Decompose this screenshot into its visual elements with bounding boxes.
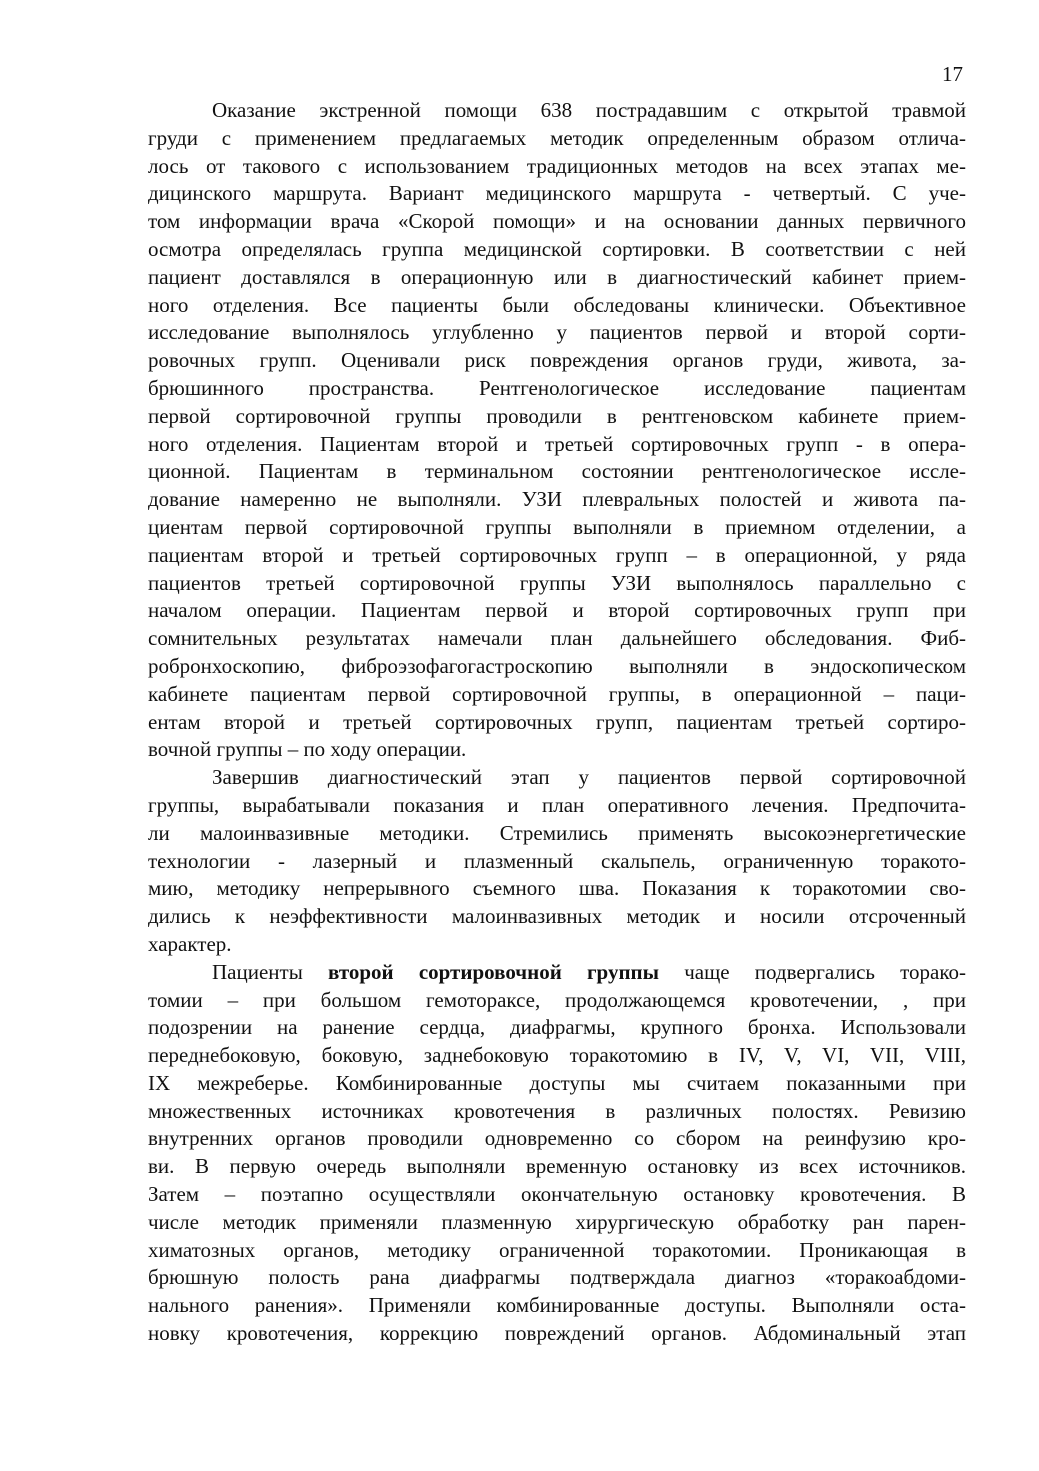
text-line: лось от такового с использованием традиционных методов на всех этапах ме- <box>148 153 966 178</box>
text-line: дицинского маршрута. Вариант медицинского маршрута - четвертый. С уче- <box>148 181 966 206</box>
text-line: новку кровотечения, коррекцию повреждений органов. Абдоминальный этап <box>148 1321 966 1346</box>
text-line: характер. <box>148 931 232 956</box>
text-line: робронхоскопию, фиброэзофагогастроскопию выполняли в эндоскопическом <box>148 653 966 678</box>
body-text <box>148 97 966 1348</box>
text-line: кабинете пациентам первой сортировочной группы, в операционной – паци- <box>148 681 966 706</box>
text-line: началом операции. Пациентам первой и второй сортировочных групп при <box>148 598 966 623</box>
bold-term: второй сортировочной группы <box>328 959 660 984</box>
text-line: томии – при большом гемотораксе, продолжающемся кровотечении, , при <box>148 987 966 1012</box>
text-line: ентам второй и третьей сортировочных групп, пациентам третьей сортиро- <box>148 709 966 734</box>
text-line: группы, вырабатывали показания и план оперативного лечения. Предпочита- <box>148 792 966 817</box>
text-line: нального ранения». Применяли комбинированные доступы. Выполняли оста- <box>148 1293 966 1318</box>
text-line: ровочных групп. Оценивали риск повреждения органов груди, живота, за- <box>148 348 966 373</box>
text-line <box>148 959 966 987</box>
text-line: пациентов третьей сортировочной группы УЗИ выполнялось параллельно с <box>148 570 966 595</box>
text-line: Завершив диагностический этап у пациентов первой сортировочной <box>212 765 966 790</box>
page-number: 17 <box>942 62 963 86</box>
text-line: циентам первой сортировочной группы выполняли в приемном отделении, а <box>148 514 966 539</box>
text-line: брюшинного пространства. Рентгенологическое исследование пациентам <box>148 375 966 400</box>
text-line: технологии - лазерный и плазменный скальпель, ограниченную торакото- <box>148 848 966 873</box>
text-line: переднебоковую, боковую, заднебоковую торакотомию в IV, V, VI, VII, VIII, <box>148 1043 966 1068</box>
text-line: числе методик применяли плазменную хирургическую обработку ран парен- <box>148 1209 966 1234</box>
text-line: дование намеренно не выполняли. УЗИ плевральных полостей и живота па- <box>148 487 966 512</box>
text-line: дились к неэффективности малоинвазивных методик и носили отсроченный <box>148 904 966 929</box>
text-line: вочной группы – по ходу операции. <box>148 737 467 762</box>
text-line: сомнительных результатах намечали план дальнейшего обследования. Фиб- <box>148 626 966 651</box>
text-line: подозрении на ранение сердца, диафрагмы, крупного бронха. Использовали <box>148 1015 966 1040</box>
paragraph-1 <box>148 97 966 764</box>
paragraph-3 <box>148 959 966 1348</box>
paragraph-2 <box>148 764 966 959</box>
text-line: первой сортировочной группы проводили в рентгеновском кабинете прием- <box>148 403 966 428</box>
text-line: Затем – поэтапно осуществляли окончательную остановку кровотечения. В <box>148 1182 966 1207</box>
text-line: ного отделения. Пациентам второй и третьей сортировочных групп - в опера- <box>148 431 966 456</box>
text-line: IX межреберье. Комбинированные доступы мы считаем показанными при <box>148 1070 966 1095</box>
text-line: химатозных органов, методику ограниченной торакотомии. Проникающая в <box>148 1237 966 1262</box>
text-line: внутренних органов проводили одновременно со сбором на реинфузию кро- <box>148 1126 966 1151</box>
text-run: Пациенты <box>212 959 328 984</box>
text-line: пациент доставлялся в операционную или в диагностический кабинет прием- <box>148 264 966 289</box>
text-line: исследование выполнялось углубленно у пациентов первой и второй сорти- <box>148 320 966 345</box>
text-line: ционной. Пациентам в терминальном состоянии рентгенологическое иссле- <box>148 459 966 484</box>
text-line: пациентам второй и третьей сортировочных групп – в операционной, у ряда <box>148 542 966 567</box>
text-line: ви. В первую очередь выполняли временную остановку из всех источников. <box>148 1154 966 1179</box>
text-line: брюшную полость рана диафрагмы подтверждала диагноз «торакоабдоми- <box>148 1265 966 1290</box>
text-line: ного отделения. Все пациенты были обследованы клинически. Объективное <box>148 292 966 317</box>
text-run: чаще подвергались торако- <box>659 959 966 984</box>
text-line: мию, методику непрерывного съемного шва. Показания к торакотомии сво- <box>148 876 966 901</box>
text-line: том информации врача «Скорой помощи» и на основании данных первичного <box>148 209 966 234</box>
text-line: груди с применением предлагаемых методик определенным образом отлича- <box>148 125 966 150</box>
text-line: Оказание экстренной помощи 638 пострадавшим с открытой травмой <box>212 98 966 122</box>
text-line: множественных источниках кровотечения в различных полостях. Ревизию <box>148 1098 966 1123</box>
text-line: ли малоинвазивные методики. Стремились применять высокоэнергетические <box>148 820 966 845</box>
text-line: осмотра определялась группа медицинской сортировки. В соответствии с ней <box>148 236 966 261</box>
